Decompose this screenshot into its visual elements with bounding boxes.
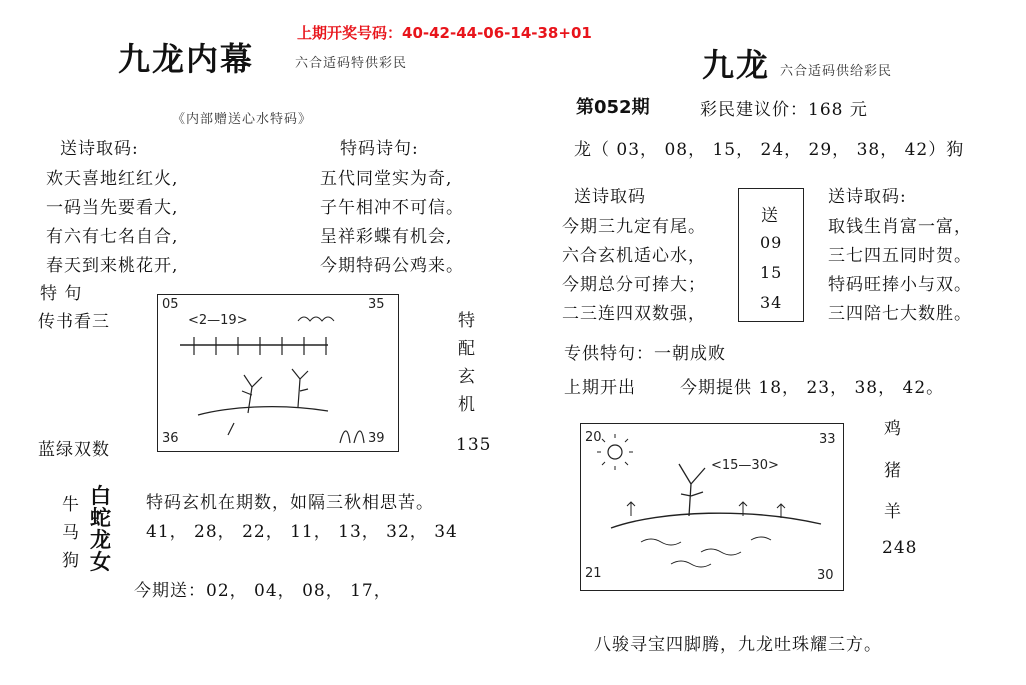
left-poem-line: 呈祥彩蝶有机会, — [320, 227, 453, 247]
left-chuanshu: 传书看三 — [38, 312, 110, 332]
right-pic-num-tr: 33 — [819, 432, 836, 447]
left-pic-range: <2—19> — [188, 313, 248, 328]
left-animal-bold: 蛇 — [90, 505, 111, 530]
left-poem-line: 五代同堂实为奇, — [320, 169, 453, 189]
left-side-number: 135 — [456, 435, 492, 455]
right-poem-line: 三四陪七大数胜。 — [828, 304, 972, 324]
right-poem-line: 今期总分可捧大； — [562, 275, 706, 295]
left-poem-right-head: 特码诗句: — [340, 139, 419, 159]
left-animal: 牛 — [62, 495, 80, 515]
right-poem-line: 取钱生肖富一富， — [828, 217, 972, 237]
right-poem-line: 二三连四双数强， — [562, 304, 706, 324]
right-pic-num-br: 30 — [817, 568, 834, 583]
right-poem-line: 今期三九定有尾。 — [562, 217, 706, 237]
right-title: 九龙 — [702, 46, 771, 84]
left-side-char: 配 — [458, 339, 475, 359]
left-pic-num-tr: 35 — [368, 297, 385, 312]
left-side-char: 特 — [458, 311, 475, 331]
last-draw-numbers: 上期开奖号码：40-42-44-06-14-38+01 — [297, 24, 592, 42]
left-animal-bold: 龙 — [90, 527, 111, 552]
left-animal: 马 — [62, 523, 80, 543]
right-side-animal: 羊 — [884, 502, 902, 522]
left-animal: 狗 — [62, 551, 80, 571]
right-poem-line: 三七四五同时贺。 — [828, 246, 972, 266]
left-animal-bold: 女 — [90, 549, 111, 574]
left-title: 九龙内幕 — [118, 40, 255, 78]
right-pic-range: <15—30> — [711, 458, 779, 473]
dragon-line: 龙（ 03， 08， 15， 24， 29， 38， 42）狗 — [574, 140, 965, 160]
right-picture-box — [580, 423, 844, 591]
price-line: 彩民建议价：168 元 — [700, 100, 868, 120]
left-xuanji-line: 特码玄机在期数，如隔三秋相思苦。 — [146, 493, 434, 513]
issue-number: 第052期 — [576, 97, 650, 118]
right-bottom-line: 八骏寻宝四脚腾，九龙吐珠耀三方。 — [594, 635, 882, 655]
left-numbers-line: 41， 28， 22， 11， 13， 32， 34 — [146, 522, 458, 542]
left-inner-note: 《内部赠送心水特码》 — [172, 112, 313, 127]
left-poem-line: 有六有七名自合, — [46, 227, 179, 247]
left-side-char: 机 — [458, 395, 475, 415]
left-pic-num-bl: 36 — [162, 431, 179, 446]
send-box — [738, 188, 804, 322]
right-pic-num-bl: 21 — [585, 566, 602, 581]
right-sketch-icon — [581, 424, 843, 590]
left-special-sentence: 特 句 — [40, 284, 83, 304]
right-poem-line: 六合玄机适心水， — [562, 246, 706, 266]
left-poem-line: 春天到来桃花开, — [46, 256, 179, 276]
right-poem-right-head: 送诗取码: — [828, 187, 907, 207]
send-box-number: 34 — [760, 293, 783, 312]
left-pic-num-tl: 05 — [162, 297, 179, 312]
left-poem-line: 一码当先要看大, — [46, 198, 179, 218]
left-animal-bold: 白 — [90, 483, 111, 508]
left-pic-num-br: 39 — [368, 431, 385, 446]
right-pic-num-tl: 20 — [585, 430, 602, 445]
left-lanlv: 蓝绿双数 — [38, 440, 110, 460]
right-special-sentence: 专供特句：一朝成败 — [564, 344, 726, 364]
left-subtitle: 六合适码特供彩民 — [295, 56, 408, 71]
left-poem-line: 欢天喜地红红火, — [46, 169, 179, 189]
right-subtitle: 六合适码供给彩民 — [780, 64, 893, 79]
send-box-number: 09 — [760, 233, 783, 252]
left-poem-line: 今期特码公鸡来。 — [320, 256, 464, 276]
left-poem-line: 子午相冲不可信。 — [320, 198, 464, 218]
right-poem-line: 特码旺捧小与双。 — [828, 275, 972, 295]
right-side-number: 248 — [882, 538, 918, 558]
left-side-char: 玄 — [458, 367, 475, 387]
right-poem-left-head: 送诗取码 — [574, 187, 646, 207]
send-box-label: 送 — [761, 206, 779, 226]
provide-line: 今期提供 18， 23， 38， 42。 — [680, 378, 945, 398]
last-open-label: 上期开出 — [564, 378, 636, 398]
right-side-animal: 猪 — [884, 461, 902, 481]
right-side-animal: 鸡 — [884, 419, 902, 439]
left-poem-left-head: 送诗取码: — [60, 139, 139, 159]
left-send-line: 今期送：02， 04， 08， 17， — [134, 581, 392, 601]
left-picture-box — [157, 294, 399, 452]
send-box-number: 15 — [760, 263, 783, 282]
